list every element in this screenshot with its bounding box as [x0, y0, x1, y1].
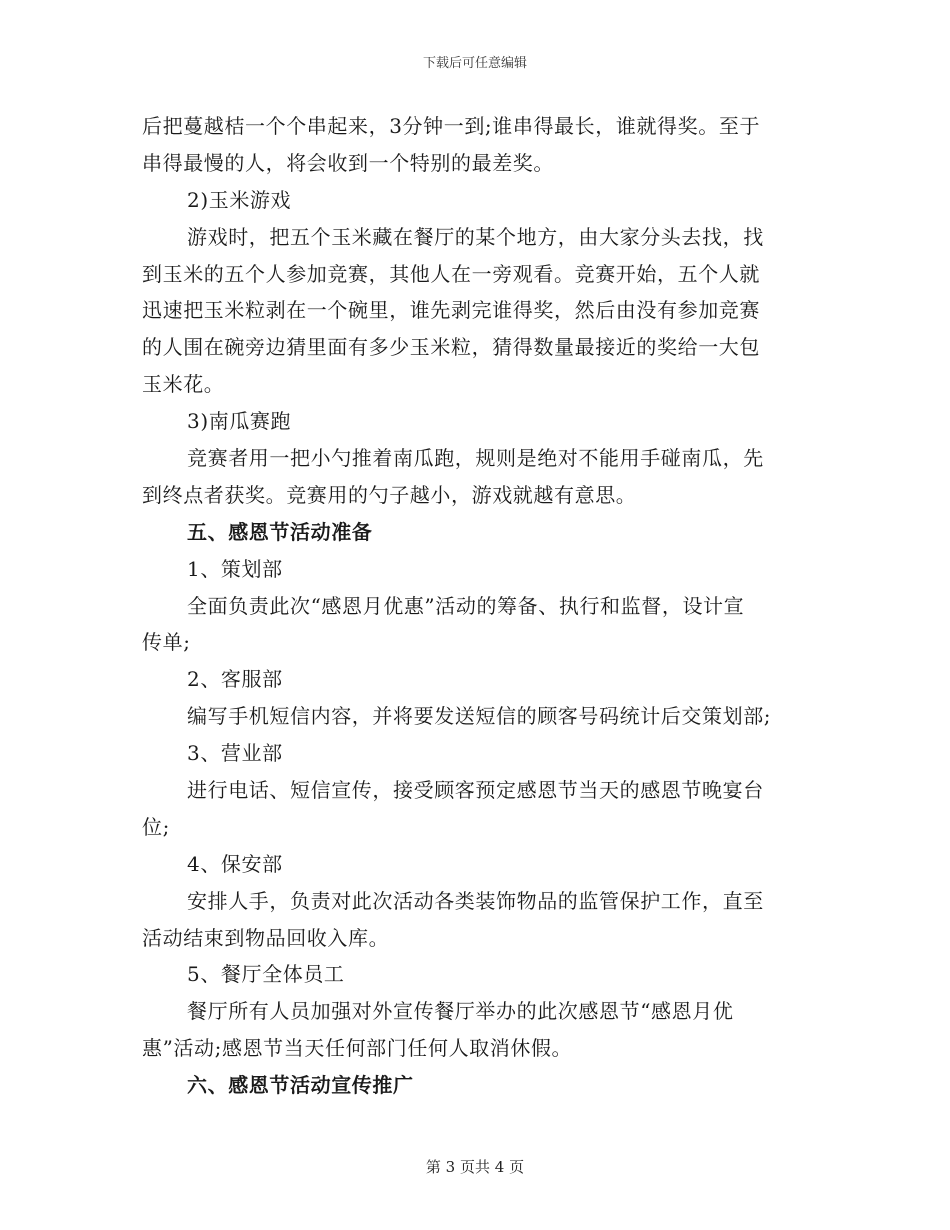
- text-line: 游戏时，把五个玉米藏在餐厅的某个地方，由大家分头去找，找: [187, 224, 764, 249]
- text-line: 3)南瓜赛跑: [187, 409, 292, 434]
- section-heading: 六、感恩节活动宣传推广: [187, 1073, 414, 1098]
- page-header: 下载后可任意编辑: [422, 56, 527, 71]
- text-line: 的人围在碗旁边猜里面有多少玉米粒，猜得数量最接近的奖给一大包: [142, 335, 760, 360]
- text-line: 全面负责此次“感恩月优惠”活动的筹备、执行和监督，设计宣: [187, 593, 745, 618]
- text-line: 2、客服部: [187, 667, 283, 692]
- text-line: 1、策划部: [187, 556, 283, 581]
- text-line: 到玉米的五个人参加竞赛，其他人在一旁观看。竞赛开始，五个人就: [142, 261, 760, 286]
- text-line: 2)玉米游戏: [187, 187, 292, 212]
- text-line: 竞赛者用一把小勺推着南瓜跑，规则是绝对不能用手碰南瓜，先: [187, 446, 764, 471]
- text-line: 后把蔓越桔一个个串起来，3分钟一到;谁串得最长，谁就得奖。至于: [142, 114, 761, 138]
- text-line: 安排人手，负责对此次活动各类装饰物品的监管保护工作，直至: [187, 888, 764, 913]
- text-line: 位;: [142, 814, 170, 839]
- text-line: 玉米花。: [142, 372, 225, 397]
- text-line: 编写手机短信内容，并将要发送短信的顾客号码统计后交策划部;: [187, 704, 772, 729]
- text-line: 进行电话、短信宣传，接受顾客预定感恩节当天的感恩节晚宴台: [187, 778, 764, 803]
- section-heading: 五、感恩节活动准备: [187, 519, 373, 544]
- text-line: 传单;: [142, 630, 191, 655]
- document-body: [142, 108, 812, 1104]
- text-line: 惠”活动;感恩节当天任何部门任何人取消休假。: [142, 1036, 573, 1061]
- text-line: 串得最慢的人，将会收到一个特别的最差奖。: [142, 150, 554, 175]
- text-line: 3、营业部: [187, 741, 283, 766]
- page-footer: 第 3 页共 4 页: [425, 1158, 525, 1176]
- text-line: 到终点者获奖。竞赛用的勺子越小，游戏就越有意思。: [142, 482, 637, 507]
- text-line: 迅速把玉米粒剥在一个碗里，谁先剥完谁得奖，然后由没有参加竞赛: [142, 298, 760, 323]
- text-line: 餐厅所有人员加强对外宣传餐厅举办的此次感恩节“感恩月优: [187, 999, 734, 1024]
- text-line: 活动结束到物品回收入库。: [142, 925, 390, 950]
- text-line: 4、保安部: [187, 851, 283, 876]
- text-line: 5、餐厅全体员工: [187, 962, 345, 987]
